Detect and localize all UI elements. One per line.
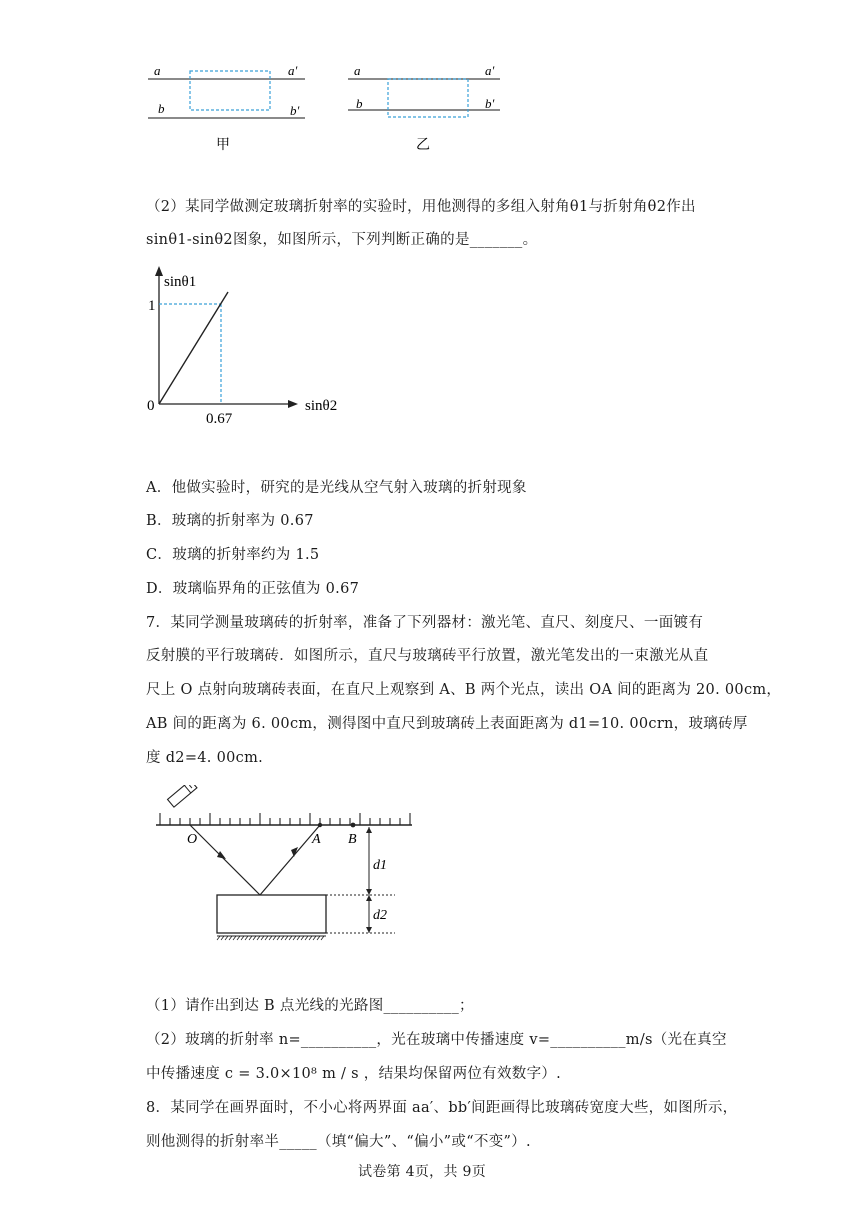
hatch-mark xyxy=(241,936,244,940)
point-o-label: O xyxy=(187,832,198,847)
label-a-prime: a′ xyxy=(485,63,495,78)
hatch-mark xyxy=(301,936,304,940)
label-a: a xyxy=(154,63,161,78)
hatch-mark xyxy=(277,936,280,940)
caption-yi: 乙 xyxy=(416,138,430,153)
caption-jia: 甲 xyxy=(216,138,230,153)
q6-2-line2: sinθ1-sinθ2图象，如图所示，下列判断正确的是_______。 xyxy=(146,232,538,248)
d1-label: d1 xyxy=(373,858,387,873)
hatch-mark xyxy=(281,936,284,940)
hatch-mark xyxy=(297,936,300,940)
hatch-mark xyxy=(245,936,248,940)
hatch-mark xyxy=(305,936,308,940)
q7-sub2: （2）玻璃的折射率 n=__________，光在玻璃中传播速度 v=__________m/s（光在真空 xyxy=(146,1032,727,1048)
y-axis-label: sinθ1 xyxy=(164,274,197,290)
hatch-mark xyxy=(285,936,288,940)
q8-line1: 8．某同学在画界面时，不小心将两界面 aa′、bb′间距画得比玻璃砖宽度大些，如图所示， xyxy=(146,1100,738,1116)
hatch-mark xyxy=(249,936,252,940)
label-a-prime: a′ xyxy=(288,63,298,78)
series-line xyxy=(159,292,228,404)
option-a: A．他做实验时，研究的是光线从空气射入玻璃的折射现象 xyxy=(146,480,527,496)
label-b-prime: b′ xyxy=(485,96,495,111)
hatch-mark xyxy=(217,936,220,940)
sin-graph xyxy=(140,262,370,432)
hatch-mark xyxy=(233,936,236,940)
q7-sub3: 中传播速度 c = 3.0×10⁸ m / s ，结果均保留两位有效数字）. xyxy=(146,1066,562,1082)
hatch-mark xyxy=(225,936,228,940)
q7-line2: 反射膜的平行玻璃砖．如图所示，直尺与玻璃砖平行放置，激光笔发出的一束激光从直 xyxy=(146,648,709,664)
q7-line5: 度 d2=4. 00cm. xyxy=(146,750,264,766)
x-tick-label: 0.67 xyxy=(206,411,233,427)
hatch-mark xyxy=(253,936,256,940)
q7-line1: 7．某同学测量玻璃砖的折射率，准备了下列器材：激光笔、直尺、刻度尺、一面镀有 xyxy=(146,615,704,631)
hatch-mark xyxy=(257,936,260,940)
y-tick-label: 1 xyxy=(148,298,156,314)
d2-label: d2 xyxy=(373,908,387,923)
label-b: b xyxy=(158,101,165,116)
hatch-mark xyxy=(237,936,240,940)
hatch-mark xyxy=(269,936,272,940)
hatch-mark xyxy=(293,936,296,940)
option-b: B．玻璃的折射率为 0.67 xyxy=(146,513,314,529)
hatch-mark xyxy=(289,936,292,940)
label-a: a xyxy=(354,63,361,78)
laser-figure xyxy=(150,785,420,950)
hatch-mark xyxy=(309,936,312,940)
hatch-mark xyxy=(261,936,264,940)
figure-yi xyxy=(340,55,520,160)
hatch-mark xyxy=(313,936,316,940)
option-c: C．玻璃的折射率约为 1.5 xyxy=(146,547,320,563)
point-b-label: B xyxy=(348,832,357,847)
q7-line3: 尺上 O 点射向玻璃砖表面，在直尺上观察到 A、B 两个光点，读出 OA 间的距离为 20. 00cm， xyxy=(146,682,782,698)
q8-line2: 则他测得的折射率半_____（填“偏大”、“偏小”或“不变”）. xyxy=(146,1134,531,1150)
origin-label: 0 xyxy=(147,398,155,414)
q7-sub1: （1）请作出到达 B 点光线的光路图__________； xyxy=(146,998,474,1014)
q7-line4: AB 间的距离为 6. 00cm，测得图中直尺到玻璃砖上表面距离为 d1=10. 00crn，玻璃砖厚 xyxy=(146,716,748,732)
figure-jia xyxy=(140,55,320,160)
point-a-label: A xyxy=(312,832,321,847)
hatch-mark xyxy=(321,936,324,940)
label-b: b xyxy=(356,96,363,111)
hatch-mark xyxy=(265,936,268,940)
option-d: D．玻璃临界角的正弦值为 0.67 xyxy=(146,581,360,597)
hatch-mark xyxy=(229,936,232,940)
page-footer: 试卷第 4页，共 9页 xyxy=(358,1164,487,1180)
x-axis-label: sinθ2 xyxy=(305,398,338,414)
q6-2-line1: （2）某同学做测定玻璃折射率的实验时，用他测得的多组入射角θ1与折射角θ2作出 xyxy=(146,199,696,215)
hatch-mark xyxy=(273,936,276,940)
label-b-prime: b′ xyxy=(290,103,300,118)
hatch-mark xyxy=(317,936,320,940)
hatch-mark xyxy=(221,936,224,940)
